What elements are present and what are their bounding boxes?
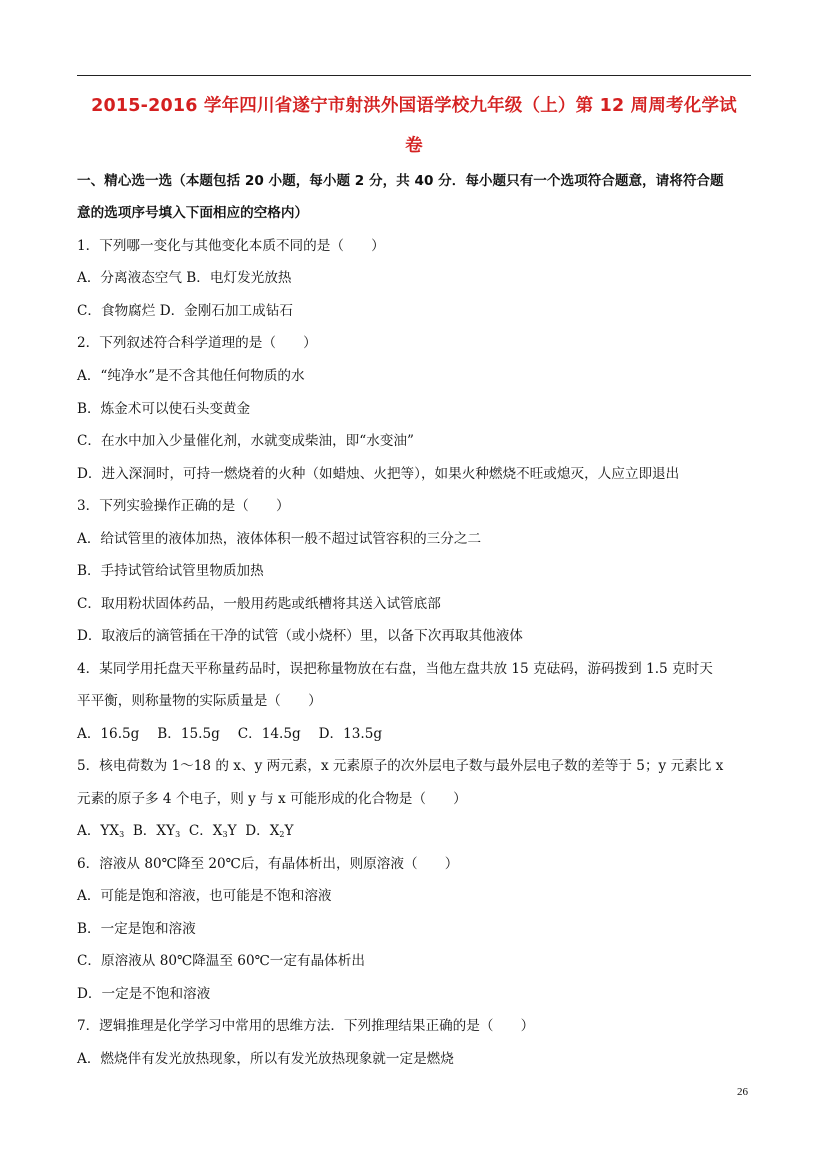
question-3-stem: 3．下列实验操作正确的是（ ） <box>77 498 290 514</box>
document-title-line2: 卷 <box>405 136 423 156</box>
question-2-stem: 2．下列叙述符合科学道理的是（ ） <box>77 335 317 351</box>
question-1-options-ab: A．分离液态空气 B．电灯发光放热 <box>77 270 292 286</box>
question-6-option-a: A．可能是饱和溶液，也可能是不饱和溶液 <box>77 888 332 904</box>
question-2-option-d: D．进入深洞时，可持一燃烧着的火种（如蜡烛、火把等），如果火种燃烧不旺或熄灭，人应立即退出 <box>77 466 680 482</box>
question-2-option-a: A．“纯净水”是不含其他任何物质的水 <box>77 368 305 384</box>
question-4-stem-line1: 4．某同学用托盘天平称量药品时，误把称量物放在右盘，当他左盘共放 15 克砝码，游码拨到 1.5 克时天 <box>77 661 713 677</box>
section-heading-line1: 一、精心选一选（本题包括 20 小题，每小题 2 分，共 40 分．每小题只有一个选项符合题意，请将符合题 <box>77 173 724 189</box>
header-rule <box>77 75 751 76</box>
question-5-option-a: A．$YX_3$ <box>77 823 125 839</box>
question-5-options <box>77 821 293 845</box>
question-5-option-d: D．$X_2Y$ <box>245 823 294 839</box>
page-number: 26 <box>737 1086 748 1098</box>
question-6-option-b: B．一定是饱和溶液 <box>77 921 196 937</box>
question-6-option-c: C．原溶液从 80℃降温至 60℃一定有晶体析出 <box>77 953 365 969</box>
section-heading-line2: 意的选项序号填入下面相应的空格内） <box>77 205 309 221</box>
question-5-option-b: B．$XY_3$ <box>132 823 181 839</box>
question-6-option-d: D．一定是不饱和溶液 <box>77 986 211 1002</box>
question-7-stem: 7．逻辑推理是化学学习中常用的思维方法．下列推理结果正确的是（ ） <box>77 1018 535 1034</box>
question-5-option-c: C．$X_3Y$ <box>188 823 237 839</box>
question-4-stem-line2: 平平衡，则称量物的实际质量是（ ） <box>77 693 322 709</box>
question-3-option-a: A．给试管里的液体加热，液体体积一般不超过试管容积的三分之二 <box>77 531 482 547</box>
question-3-option-b: B．手持试管给试管里物质加热 <box>77 563 264 579</box>
question-1-stem: 1．下列哪一变化与其他变化本质不同的是（ ） <box>77 238 385 254</box>
question-4-options: A．16.5g B．15.5g C．14.5g D．13.5g <box>77 726 383 742</box>
question-5-stem-line1: 5．核电荷数为 1～18 的 x、y 两元素，x 元素原子的次外层电子数与最外层电子数的差等于 5；y 元素比 x <box>77 758 724 774</box>
question-3-option-c: C．取用粉状固体药品，一般用药匙或纸槽将其送入试管底部 <box>77 596 441 612</box>
question-7-option-a: A．燃烧伴有发光放热现象，所以有发光放热现象就一定是燃烧 <box>77 1051 454 1067</box>
question-2-option-c: C．在水中加入少量催化剂，水就变成柴油，即“水变油” <box>77 433 414 449</box>
question-1-options-cd: C．食物腐烂 D．金刚石加工成钻石 <box>77 303 293 319</box>
question-2-option-b: B．炼金术可以使石头变黄金 <box>77 401 251 417</box>
question-3-option-d: D．取液后的滴管插在干净的试管（或小烧杯）里，以备下次再取其他液体 <box>77 628 523 644</box>
question-6-stem: 6．溶液从 80℃降至 20℃后，有晶体析出，则原溶液（ ） <box>77 856 459 872</box>
question-5-stem-line2: 元素的原子多 4 个电子，则 y 与 x 可能形成的化合物是（ ） <box>77 791 467 807</box>
document-title-line1: 2015-2016 学年四川省遂宁市射洪外国语学校九年级（上）第 12 周周考化学试 <box>91 96 737 116</box>
